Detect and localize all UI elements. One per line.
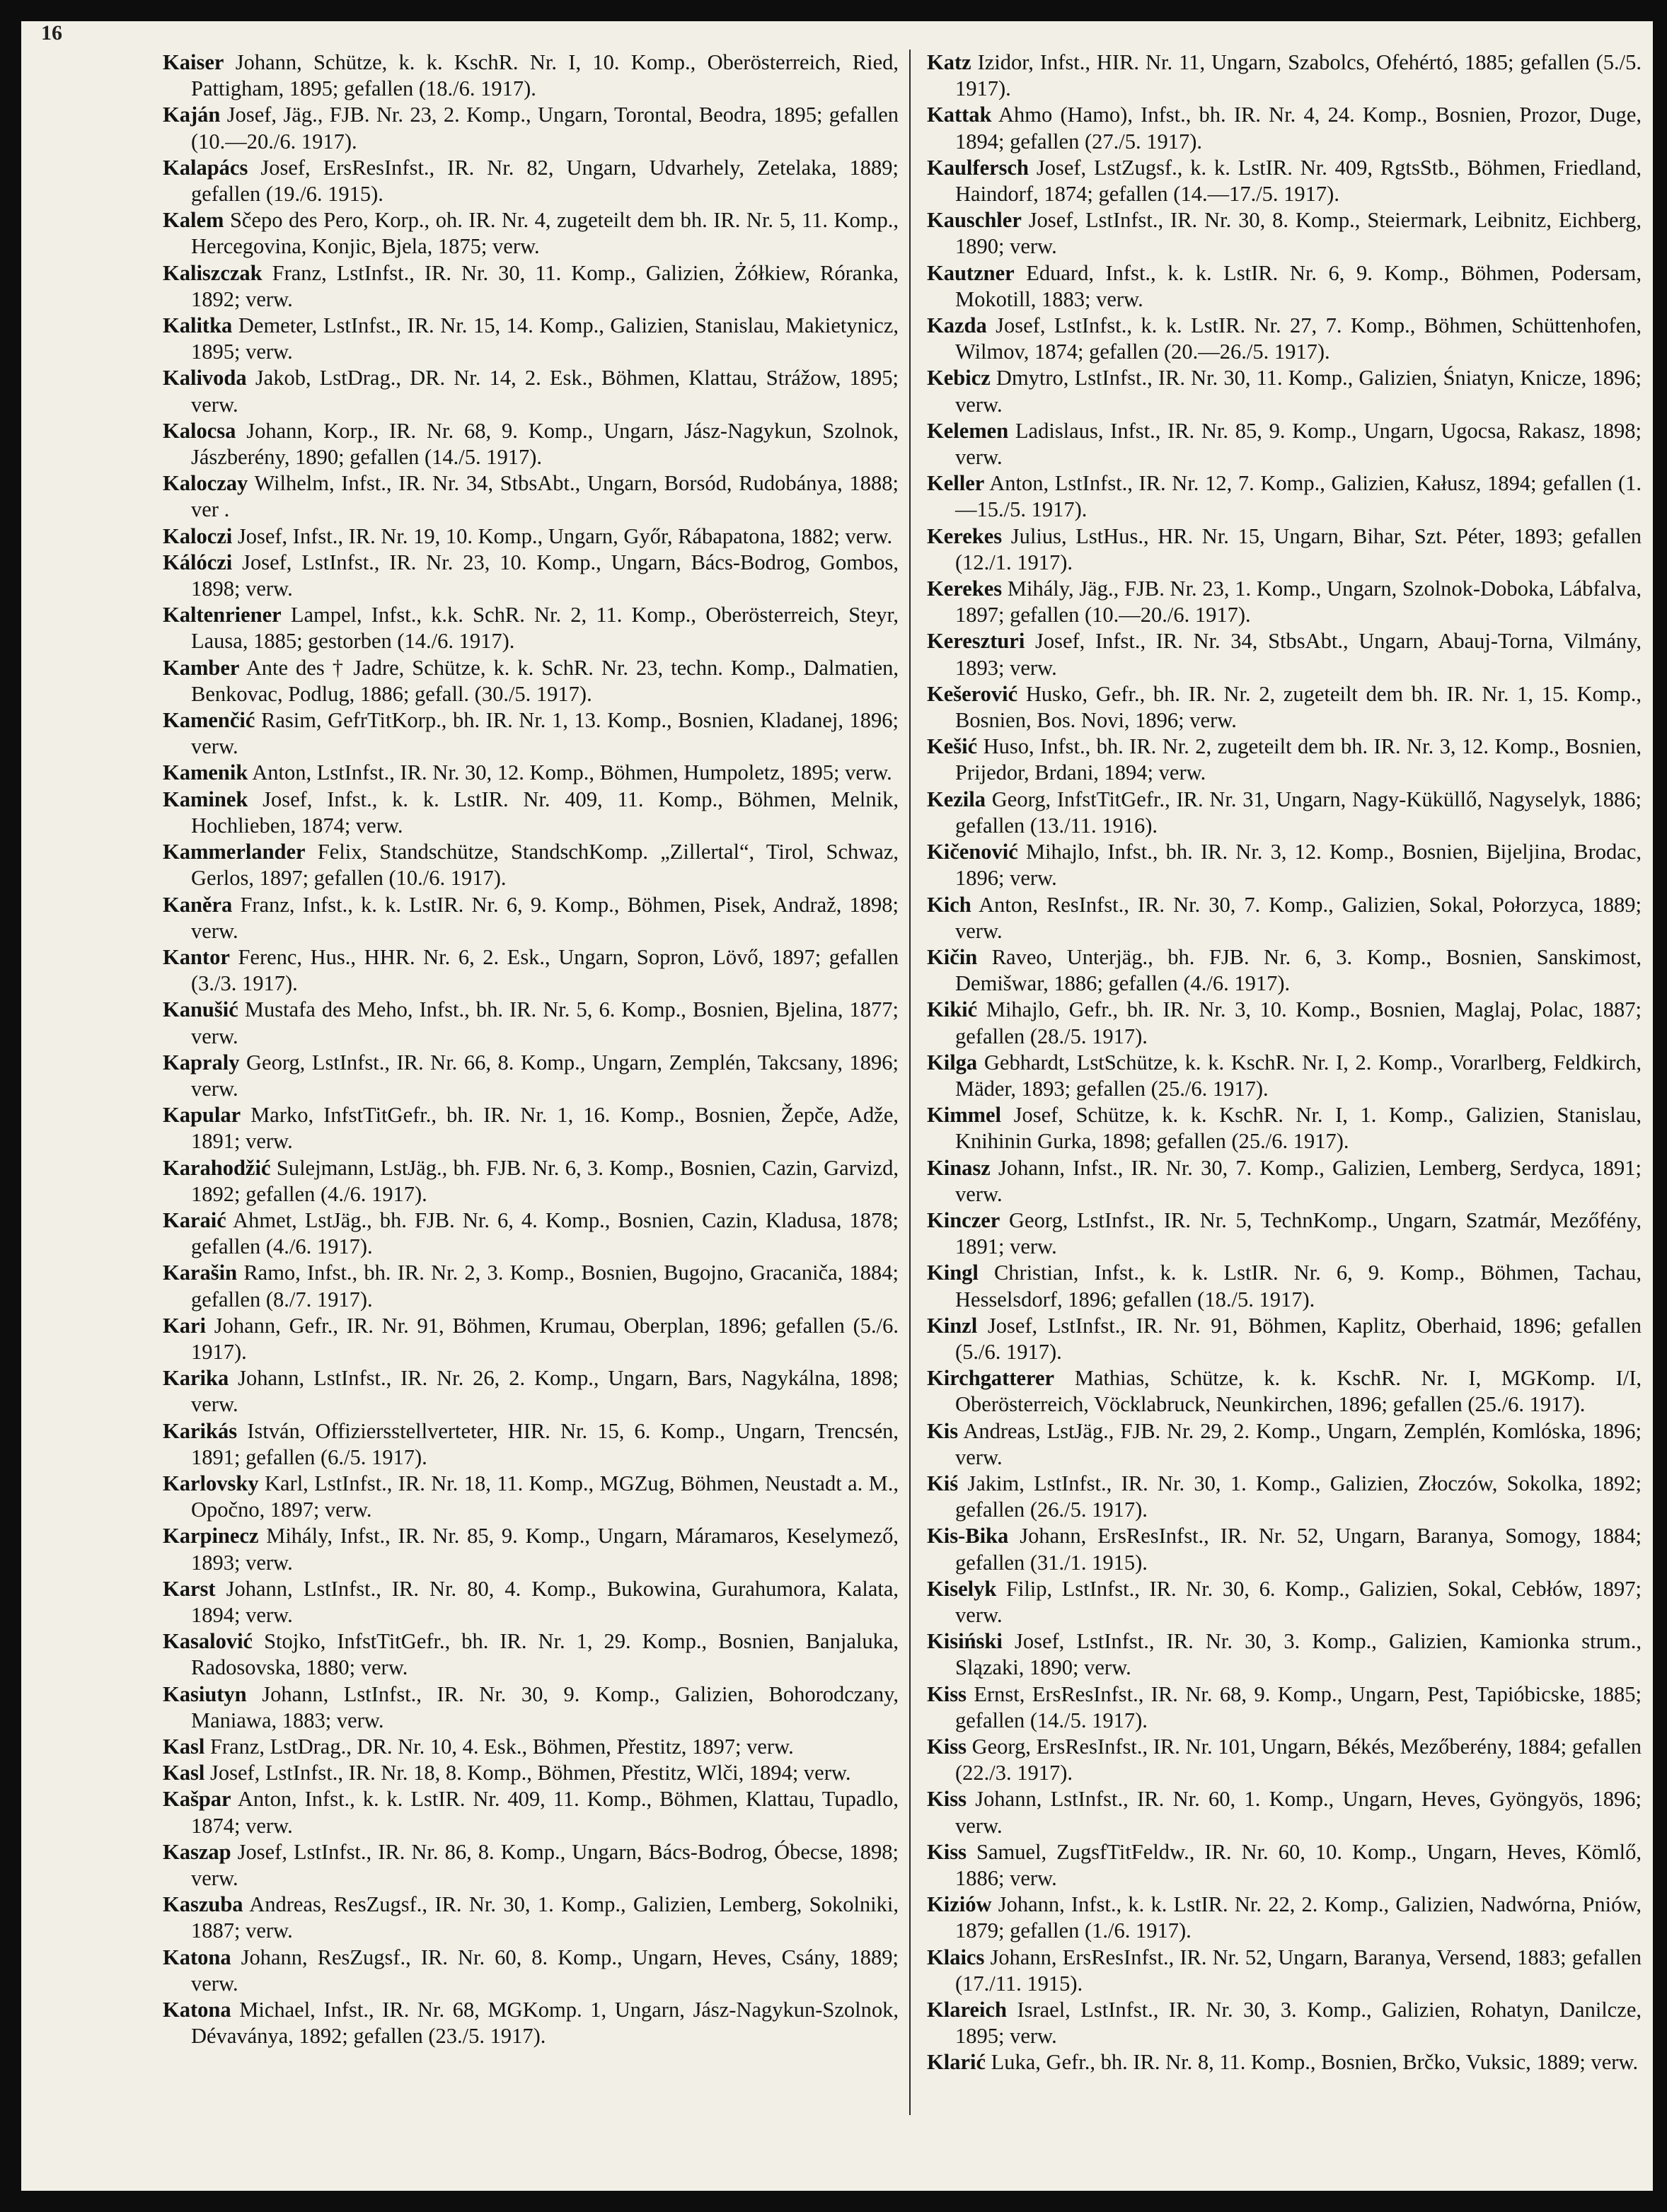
entry-details: Wilhelm, Infst., IR. Nr. 34, StbsAbt., Ungarn, Borsód, Rudobánya, 1888; ver . (191, 471, 899, 522)
list-entry (163, 470, 899, 523)
entry-details: Johann, ErsResInfst., IR. Nr. 52, Ungarn, Baranya, Somogy, 1884; gefallen (31./1. 1915). (955, 1524, 1642, 1575)
entry-surname: Kinczer (927, 1208, 1000, 1232)
list-entry (927, 1471, 1642, 1523)
entry-surname: Kantor (163, 944, 230, 969)
entry-surname: Kalitka (163, 313, 233, 338)
list-entry (927, 734, 1642, 786)
entry-details: Ramo, Infst., bh. IR. Nr. 2, 3. Komp., Bosnien, Bugojno, Gracaniča, 1884; gefallen (8./7. 1917). (191, 1261, 899, 1311)
list-entry (163, 1892, 899, 1944)
entry-details: Mihály, Infst., IR. Nr. 85, 9. Komp., Ungarn, Máramaros, Keselymező, 1893; verw. (191, 1524, 899, 1575)
list-entry (163, 260, 899, 313)
list-entry (163, 418, 899, 470)
list-entry (927, 839, 1642, 891)
entry-surname: Kimmel (927, 1103, 1002, 1128)
entry-surname: Kašpar (163, 1787, 231, 1812)
entry-details: Anton, ResInfst., IR. Nr. 30, 7. Komp., Galizien, Sokal, Połorzyca, 1889; verw. (955, 892, 1642, 943)
entry-details: Johann, Gefr., IR. Nr. 91, Böhmen, Krumau, Oberplan, 1896; gefallen (5./6. 1917). (191, 1313, 899, 1364)
entry-surname: Kinasz (927, 1155, 991, 1180)
entry-details: Jakim, LstInfst., IR. Nr. 30, 1. Komp., Galizien, Złoczów, Sokolka, 1892; gefallen (26./5. 1917). (955, 1471, 1642, 1522)
entry-details: Felix, Standschütze, StandschKomp. „Zillertal“, Tirol, Schwaz, Gerlos, 1897; gefallen (10./6. 1917). (191, 840, 899, 891)
list-entry (927, 1365, 1642, 1418)
entry-details: Izidor, Infst., HIR. Nr. 11, Ungarn, Szabolcs, Ofehértó, 1885; gefallen (5./5. 1917). (955, 50, 1642, 101)
list-entry (927, 892, 1642, 944)
list-entry (163, 1471, 899, 1523)
entry-surname: Kalapács (163, 155, 248, 180)
list-entry (163, 839, 899, 891)
entry-details: Anton, LstInfst., IR. Nr. 12, 7. Komp., Galizien, Kałusz, 1894; gefallen (1.—15./5. 1917). (955, 471, 1642, 522)
entry-details: Mihály, Jäg., FJB. Nr. 23, 1. Komp., Ungarn, Szolnok-Doboka, Lábfalva, 1897; gefallen (10.—20./6. 1917). (955, 577, 1642, 627)
entry-details: Samuel, ZugsfTitFeldw., IR. Nr. 60, 10. Komp., Ungarn, Heves, Kömlő, 1886; verw. (955, 1839, 1642, 1891)
entry-surname: Kalem (163, 208, 224, 233)
entry-surname: Kaiser (163, 50, 224, 74)
entry-details: Georg, LstInfst., IR. Nr. 5, TechnKomp., Ungarn, Szatmár, Mezőfény, 1891; verw. (955, 1208, 1642, 1259)
list-entry (927, 628, 1642, 681)
list-entry (927, 1418, 1642, 1471)
entry-details: Franz, Infst., k. k. LstIR. Nr. 6, 9. Komp., Böhmen, Pisek, Andraž, 1898; verw. (191, 892, 899, 943)
list-entry (927, 576, 1642, 628)
entry-details: Marko, InfstTitGefr., bh. IR. Nr. 1, 16. Komp., Bosnien, Žepče, Adže, 1891; verw. (191, 1103, 899, 1154)
list-entry (163, 313, 899, 365)
list-entry (163, 155, 899, 207)
list-entry (927, 1945, 1642, 1997)
list-entry (163, 602, 899, 654)
entry-surname: Kapraly (163, 1050, 240, 1075)
list-entry (927, 523, 1642, 576)
list-entry (927, 1628, 1642, 1681)
entry-details: Filip, LstInfst., IR. Nr. 30, 6. Komp., Galizien, Sokal, Cebłów, 1897; verw. (955, 1576, 1642, 1627)
entry-details: Josef, LstInfst., IR. Nr. 86, 8. Komp., Ungarn, Bács-Bodrog, Óbecse, 1898; verw. (191, 1839, 899, 1891)
list-entry (927, 1102, 1642, 1154)
list-entry (927, 681, 1642, 734)
entry-surname: Kilga (927, 1050, 978, 1075)
list-entry (163, 1523, 899, 1575)
entry-surname: Kešerović (927, 681, 1018, 706)
entry-details: Josef, LstInfst., IR. Nr. 91, Böhmen, Kaplitz, Oberhaid, 1896; gefallen (5./6. 1917). (955, 1313, 1642, 1364)
entry-details: Mustafa des Meho, Infst., bh. IR. Nr. 5, 6. Komp., Bosnien, Bjelina, 1877; verw. (191, 997, 899, 1048)
entry-details: Karl, LstInfst., IR. Nr. 18, 11. Komp., MGZug, Böhmen, Neustadt a. M., Opočno, 1897; verw. (191, 1471, 899, 1522)
entry-surname: Kamber (163, 655, 240, 680)
entry-details: Franz, LstDrag., DR. Nr. 10, 4. Esk., Böhmen, Přestitz, 1897; verw. (209, 1735, 794, 1759)
column-divider (909, 50, 911, 2115)
list-entry (927, 1155, 1642, 1208)
list-entry (927, 50, 1642, 102)
entry-details: Josef, LstInfst., k. k. LstIR. Nr. 27, 7. Komp., Böhmen, Schüttenhofen, Wilmov, 1874; gefallen (20.—26./5. 1917). (955, 313, 1642, 364)
list-entry (163, 1760, 899, 1786)
list-entry (163, 1365, 899, 1418)
entry-surname: Kiziów (927, 1892, 992, 1917)
entry-details: Andreas, LstJäg., FJB. Nr. 29, 2. Komp., Ungarn, Zemplén, Komlóska, 1896; verw. (955, 1418, 1642, 1469)
entry-details: Johann, Infst., k. k. LstIR. Nr. 22, 2. Komp., Galizien, Nadwórna, Pniów, 1879; gefallen (1./6. 1917). (955, 1892, 1642, 1943)
list-entry (927, 944, 1642, 997)
entry-surname: Kich (927, 892, 971, 917)
list-entry (927, 1576, 1642, 1628)
list-entry (163, 1628, 899, 1681)
entry-details: Johann, ErsResInfst., IR. Nr. 52, Ungarn, Baranya, Versend, 1883; gefallen (17./11. 1915). (955, 1945, 1642, 1996)
entry-surname: Klaics (927, 1945, 985, 1969)
entry-details: Ladislaus, Infst., IR. Nr. 85, 9. Komp., Ungarn, Ugocsa, Rakasz, 1898; verw. (955, 418, 1642, 470)
entry-surname: Kasalović (163, 1629, 253, 1654)
list-entry (163, 1681, 899, 1734)
entry-details: Josef, Jäg., FJB. Nr. 23, 2. Komp., Ungarn, Torontal, Beodra, 1895; gefallen (10.—20./6. 1917). (191, 103, 899, 154)
entry-details: Stojko, InfstTitGefr., bh. IR. Nr. 1, 29. Komp., Bosnien, Banjaluka, Radosovska, 1880; verw. (191, 1629, 899, 1680)
entry-details: Ante des † Jadre, Schütze, k. k. SchR. Nr. 23, techn. Komp., Dalmatien, Benkovac, Podlug, 1886; gefall. (30./5. 1917). (191, 655, 899, 706)
entry-surname: Karašin (163, 1261, 238, 1285)
document-page (21, 21, 1653, 2191)
list-entry (927, 1208, 1642, 1260)
list-entry (163, 1155, 899, 1208)
list-entry (163, 1208, 899, 1260)
entry-surname: Kisiński (927, 1629, 1003, 1654)
list-entry (927, 1050, 1642, 1102)
entry-details: Josef, LstInfst., IR. Nr. 30, 8. Komp., Steiermark, Leibnitz, Eichberg, 1890; verw. (955, 208, 1642, 259)
entry-details: Andreas, ResZugsf., IR. Nr. 30, 1. Komp., Galizien, Lemberg, Sokolniki, 1887; verw. (191, 1892, 899, 1943)
entry-details: Ernst, ErsResInfst., IR. Nr. 68, 9. Komp., Ungarn, Pest, Tapióbicske, 1885; gefallen (14./5. 1917). (955, 1681, 1642, 1732)
entry-surname: Kiś (927, 1471, 959, 1495)
list-entry (163, 892, 899, 944)
entry-surname: Karpinecz (163, 1524, 259, 1548)
list-entry (163, 1997, 899, 2049)
entry-surname: Kamenčić (163, 708, 255, 733)
list-entry (163, 997, 899, 1049)
entry-surname: Kičin (927, 944, 978, 969)
list-entry (927, 1523, 1642, 1575)
list-entry (163, 1576, 899, 1628)
entry-details: Lampel, Infst., k.k. SchR. Nr. 2, 11. Komp., Oberösterreich, Steyr, Lausa, 1885; gestorben (14./6. 1917). (191, 603, 899, 654)
entry-details: Johann, Korp., IR. Nr. 68, 9. Komp., Ungarn, Jász-Nagykun, Szolnok, Jászberény, 1890; gefallen (14./5. 1917). (191, 418, 899, 470)
entry-details: Huso, Infst., bh. IR. Nr. 2, zugeteilt dem bh. IR. Nr. 3, 12. Komp., Bosnien, Prijedor, Brdani, 1894; verw. (955, 734, 1642, 785)
entry-surname: Kirchgatterer (927, 1366, 1055, 1391)
entry-surname: Kiss (927, 1787, 967, 1812)
entry-details: Josef, Schütze, k. k. KschR. Nr. I, 1. Komp., Galizien, Stanislau, Knihinin Gurka, 1898; gefallen (25./6. 1917). (955, 1103, 1642, 1154)
entry-surname: Klarić (927, 2050, 986, 2075)
entry-details: Johann, LstInfst., IR. Nr. 60, 1. Komp., Ungarn, Heves, Gyöngyös, 1896; verw. (955, 1787, 1642, 1838)
entry-surname: Kaján (163, 103, 221, 127)
list-entry (163, 787, 899, 839)
entry-surname: Karst (163, 1576, 216, 1601)
entry-details: Sčepo des Pero, Korp., oh. IR. Nr. 4, zugeteilt dem bh. IR. Nr. 5, 11. Komp., Hercegovina, Konjic, Bjela, 1875; verw. (191, 208, 899, 259)
entry-details: Raveo, Unterjäg., bh. FJB. Nr. 6, 3. Komp., Bosnien, Sanskimost, Demišwar, 1886; gefallen (4./6. 1917). (955, 944, 1642, 996)
list-entry (163, 50, 899, 102)
list-entry (927, 1892, 1642, 1944)
entry-details: Husko, Gefr., bh. IR. Nr. 2, zugeteilt dem bh. IR. Nr. 1, 15. Komp., Bosnien, Bos. Novi, 1896; verw. (955, 681, 1642, 733)
list-entry (163, 1734, 899, 1760)
entry-surname: Kalivoda (163, 366, 247, 390)
entry-surname: Kaszap (163, 1839, 231, 1864)
entry-details: Josef, Infst., IR. Nr. 34, StbsAbt., Ungarn, Abauj-Torna, Vilmány, 1893; verw. (955, 629, 1642, 680)
entry-surname: Kerekes (927, 523, 1003, 548)
entry-details: Ahmet, LstJäg., bh. FJB. Nr. 6, 4. Komp., Bosnien, Cazin, Kladusa, 1878; gefallen (4./6. 1917). (191, 1208, 899, 1259)
entry-details: Josef, LstInfst., IR. Nr. 30, 3. Komp., Galizien, Kamionka strum., Slązaki, 1890; verw. (955, 1629, 1642, 1680)
entry-details: Sulejmann, LstJäg., bh. FJB. Nr. 6, 3. Komp., Bosnien, Cazin, Garvizd, 1892; gefallen (4./6. 1917). (191, 1155, 899, 1206)
entry-details: Johann, Schütze, k. k. KschR. Nr. I, 10. Komp., Oberösterreich, Ried, Pattigham, 1895; gefallen (18./6. 1917). (191, 50, 899, 101)
entry-details: Mihajlo, Infst., bh. IR. Nr. 3, 12. Komp., Bosnien, Bijeljina, Brodac, 1896; verw. (955, 840, 1642, 891)
entry-surname: Karika (163, 1366, 229, 1391)
list-entry (927, 1786, 1642, 1838)
entry-details: Anton, Infst., k. k. LstIR. Nr. 409, 11. Komp., Böhmen, Klattau, Tupadlo, 1874; verw. (191, 1787, 899, 1838)
entry-surname: Kerekes (927, 577, 1003, 601)
left-column (163, 50, 899, 2049)
entry-surname: Kebicz (927, 366, 991, 390)
list-entry (927, 102, 1642, 154)
entry-surname: Klareich (927, 1998, 1007, 2022)
entry-surname: Kaloczay (163, 471, 248, 496)
entry-surname: Kinzl (927, 1313, 978, 1338)
entry-details: Johann, ResZugsf., IR. Nr. 60, 8. Komp., Ungarn, Heves, Csány, 1889; verw. (191, 1945, 899, 1996)
list-entry (927, 1839, 1642, 1892)
list-entry (163, 707, 899, 760)
entry-surname: Kelemen (927, 418, 1009, 443)
entry-surname: Kálóczi (163, 550, 233, 574)
list-entry (163, 1839, 899, 1892)
list-entry (163, 365, 899, 417)
entry-details: Josef, ErsResInfst., IR. Nr. 82, Ungarn, Udvarhely, Zetelaka, 1889; gefallen (19./6. 1915). (191, 155, 899, 207)
entry-surname: Karaić (163, 1208, 226, 1232)
entry-surname: Kasl (163, 1761, 205, 1785)
entry-details: Ahmo (Hamo), Infst., bh. IR. Nr. 4, 24. Komp., Bosnien, Prozor, Duge, 1894; gefallen (27./5. 1917). (955, 103, 1642, 154)
entry-surname: Kikić (927, 997, 978, 1022)
entry-surname: Kasl (163, 1735, 205, 1759)
entry-surname: Kiss (927, 1681, 967, 1706)
entry-surname: Kaliszczak (163, 260, 263, 285)
page-number: 16 (41, 21, 62, 45)
entry-surname: Kammerlander (163, 840, 306, 864)
entry-surname: Kasiutyn (163, 1681, 247, 1706)
entry-surname: Kaltenriener (163, 603, 282, 627)
entry-details: Mathias, Schütze, k. k. KschR. Nr. I, MGKomp. I/I, Oberösterreich, Vöcklabruck, Neunkirchen, 1896; gefallen (25./6. 1917). (955, 1366, 1642, 1417)
entry-surname: Katona (163, 1945, 231, 1969)
right-column (927, 50, 1642, 2076)
entry-surname: Kazda (927, 313, 987, 338)
list-entry (927, 313, 1642, 365)
entry-details: Georg, InfstTitGefr., IR. Nr. 31, Ungarn, Nagy-Küküllő, Nagyselyk, 1886; gefallen (13./11. 1916). (955, 787, 1642, 838)
entry-surname: Karahodžić (163, 1155, 271, 1180)
list-entry (163, 1418, 899, 1471)
list-entry (927, 1313, 1642, 1365)
entry-details: Michael, Infst., IR. Nr. 68, MGKomp. 1, Ungarn, Jász-Nagykun-Szolnok, Dévaványa, 1892; gefallen (23./5. 1917). (191, 1998, 899, 2049)
list-entry (163, 1945, 899, 1997)
entry-details: Josef, Infst., k. k. LstIR. Nr. 409, 11. Komp., Böhmen, Melnik, Hochlieben, 1874; verw. (191, 787, 899, 838)
entry-surname: Kiss (927, 1735, 967, 1759)
entry-details: Mihajlo, Gefr., bh. IR. Nr. 3, 10. Komp., Bosnien, Maglaj, Polac, 1887; gefallen (28./5. 1917). (955, 997, 1642, 1048)
list-entry (927, 365, 1642, 417)
entry-details: Johann, Infst., IR. Nr. 30, 7. Komp., Galizien, Lemberg, Serdyca, 1891; verw. (955, 1155, 1642, 1206)
entry-details: Israel, LstInfst., IR. Nr. 30, 3. Komp., Galizien, Rohatyn, Danilcze, 1895; verw. (955, 1998, 1642, 2049)
entry-details: István, Offiziersstellverteter, HIR. Nr. 15, 6. Komp., Ungarn, Trencsén, 1891; gefallen (6./5. 1917). (191, 1418, 899, 1469)
entry-details: Demeter, LstInfst., IR. Nr. 15, 14. Komp., Galizien, Stanislau, Makietynicz, 1895; verw. (191, 313, 899, 364)
list-entry (927, 260, 1642, 313)
list-entry (163, 1313, 899, 1365)
list-entry (927, 418, 1642, 470)
entry-surname: Keller (927, 471, 985, 496)
entry-details: Josef, LstInfst., IR. Nr. 18, 8. Komp., Böhmen, Přestitz, Wlči, 1894; verw. (209, 1761, 851, 1785)
entry-surname: Kis (927, 1418, 959, 1443)
list-entry (163, 207, 899, 260)
list-entry (927, 1734, 1642, 1786)
list-entry (927, 787, 1642, 839)
list-entry (163, 523, 899, 550)
entry-surname: Kingl (927, 1261, 979, 1285)
entry-surname: Kaminek (163, 787, 248, 811)
entry-surname: Kautzner (927, 260, 1015, 285)
entry-surname: Kauschler (927, 208, 1022, 233)
entry-surname: Kaulfersch (927, 155, 1029, 180)
list-entry (927, 155, 1642, 207)
list-entry (927, 997, 1642, 1049)
entry-surname: Kapular (163, 1103, 241, 1128)
entry-surname: Kiss (927, 1839, 967, 1864)
entry-details: Dmytro, LstInfst., IR. Nr. 30, 11. Komp., Galizien, Śniatyn, Knicze, 1896; verw. (955, 366, 1642, 417)
entry-details: Gebhardt, LstSchütze, k. k. KschR. Nr. I, 2. Komp., Vorarlberg, Feldkirch, Mäder, 1893; gefallen (25./6. 1917). (955, 1050, 1642, 1101)
entry-details: Josef, LstZugsf., k. k. LstIR. Nr. 409, RgtsStb., Böhmen, Friedland, Haindorf, 1874; gefallen (14.—17./5. 1917). (955, 155, 1642, 207)
entry-surname: Kattak (927, 103, 992, 127)
entry-surname: Kičenović (927, 840, 1018, 864)
entry-details: Johann, LstInfst., IR. Nr. 80, 4. Komp., Bukowina, Gurahumora, Kalata, 1894; verw. (191, 1576, 899, 1627)
list-entry (163, 655, 899, 707)
entry-surname: Kaloczi (163, 523, 233, 548)
entry-details: Josef, LstInfst., IR. Nr. 23, 10. Komp., Ungarn, Bács-Bodrog, Gombos, 1898; verw. (191, 550, 899, 601)
entry-surname: Kaněra (163, 892, 233, 917)
list-entry (927, 2049, 1642, 2075)
list-entry (163, 1050, 899, 1102)
entry-surname: Karikás (163, 1418, 238, 1443)
entry-surname: Kis-Bika (927, 1524, 1009, 1548)
entry-surname: Kaszuba (163, 1892, 243, 1917)
list-entry (163, 1102, 899, 1154)
entry-details: Luka, Gefr., bh. IR. Nr. 8, 11. Komp., Bosnien, Brčko, Vuksic, 1889; verw. (991, 2050, 1639, 2075)
entry-details: Rasim, GefrTitKorp., bh. IR. Nr. 1, 13. Komp., Bosnien, Kladanej, 1896; verw. (191, 708, 899, 759)
entry-details: Franz, LstInfst., IR. Nr. 30, 11. Komp., Galizien, Żółkiew, Róranka, 1892; verw. (191, 260, 899, 311)
list-entry (927, 1997, 1642, 2049)
list-entry (163, 760, 899, 786)
entry-surname: Kari (163, 1313, 206, 1338)
list-entry (163, 1260, 899, 1312)
list-entry (927, 470, 1642, 523)
list-entry (927, 207, 1642, 260)
entry-details: Josef, Infst., IR. Nr. 19, 10. Komp., Ungarn, Győr, Rábapatona, 1882; verw. (237, 523, 893, 548)
list-entry (163, 102, 899, 154)
entry-details: Georg, ErsResInfst., IR. Nr. 101, Ungarn, Békés, Mezőberény, 1884; gefallen (22./3. 1917). (955, 1735, 1642, 1785)
entry-surname: Katz (927, 50, 971, 74)
list-entry (163, 1786, 899, 1838)
list-entry (163, 944, 899, 997)
entry-surname: Kalocsa (163, 418, 236, 443)
entry-details: Johann, LstInfst., IR. Nr. 30, 9. Komp., Galizien, Bohorodczany, Maniawa, 1883; verw. (191, 1681, 899, 1732)
list-entry (163, 550, 899, 602)
entry-surname: Karlovsky (163, 1471, 259, 1495)
entry-surname: Kešić (927, 734, 978, 759)
entry-details: Anton, LstInfst., IR. Nr. 30, 12. Komp., Böhmen, Humpoletz, 1895; verw. (252, 760, 892, 785)
list-entry (927, 1681, 1642, 1734)
entry-surname: Kamenik (163, 760, 248, 785)
entry-surname: Kanušić (163, 997, 238, 1022)
entry-details: Johann, LstInfst., IR. Nr. 26, 2. Komp., Ungarn, Bars, Nagykálna, 1898; verw. (191, 1366, 899, 1417)
entry-surname: Katona (163, 1998, 231, 2022)
list-entry (927, 1260, 1642, 1312)
entry-details: Jakob, LstDrag., DR. Nr. 14, 2. Esk., Böhmen, Klattau, Strážow, 1895; verw. (191, 366, 899, 417)
entry-surname: Kezila (927, 787, 986, 811)
entry-details: Georg, LstInfst., IR. Nr. 66, 8. Komp., Ungarn, Zemplén, Takcsany, 1896; verw. (191, 1050, 899, 1101)
entry-details: Ferenc, Hus., HHR. Nr. 6, 2. Esk., Ungarn, Sopron, Lövő, 1897; gefallen (3./3. 1917). (191, 944, 899, 996)
entry-details: Eduard, Infst., k. k. LstIR. Nr. 6, 9. Komp., Böhmen, Podersam, Mokotill, 1883; verw. (955, 260, 1642, 311)
entry-surname: Kereszturi (927, 629, 1025, 654)
entry-surname: Kiselyk (927, 1576, 997, 1601)
entry-details: Christian, Infst., k. k. LstIR. Nr. 6, 9. Komp., Böhmen, Tachau, Hesselsdorf, 1896; gefallen (18./5. 1917). (955, 1261, 1642, 1311)
entry-details: Julius, LstHus., HR. Nr. 15, Ungarn, Bihar, Szt. Péter, 1893; gefallen (12./1. 1917). (955, 523, 1642, 574)
